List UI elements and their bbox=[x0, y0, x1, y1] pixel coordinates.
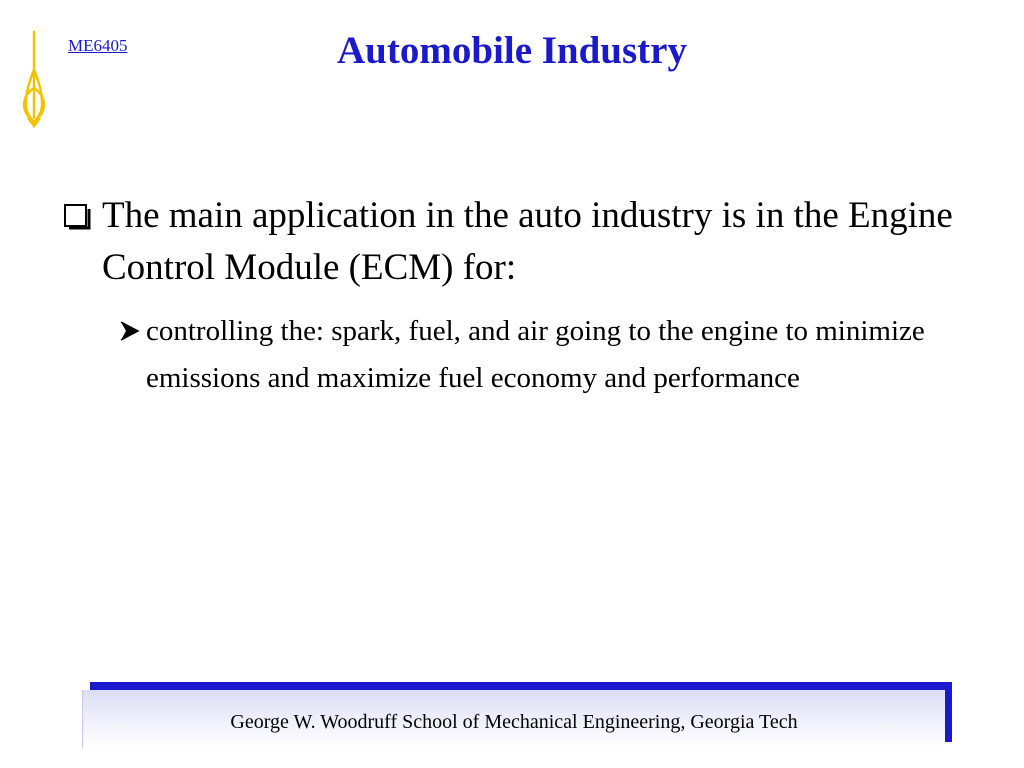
arrowhead-bullet-icon bbox=[118, 320, 140, 342]
bullet-item-level1 bbox=[62, 190, 962, 294]
checkbox-bullet-icon bbox=[62, 202, 92, 232]
footer-banner bbox=[82, 690, 945, 748]
bullet-item-level2 bbox=[118, 308, 962, 402]
bullet-level2-text: controlling the: spark, fuel, and air going to the engine to minimize emissions and maximize fuel economy and performance bbox=[146, 315, 925, 394]
footer-text: George W. Woodruff School of Mechanical Engineering, Georgia Tech bbox=[230, 710, 798, 733]
bullet-list bbox=[62, 190, 962, 402]
slide-title: Automobile Industry bbox=[337, 29, 687, 72]
bullet-level1-text: The main application in the auto industry is in the Engine Control Module (ECM) for: bbox=[102, 195, 953, 288]
course-code: ME6405 bbox=[68, 36, 128, 55]
